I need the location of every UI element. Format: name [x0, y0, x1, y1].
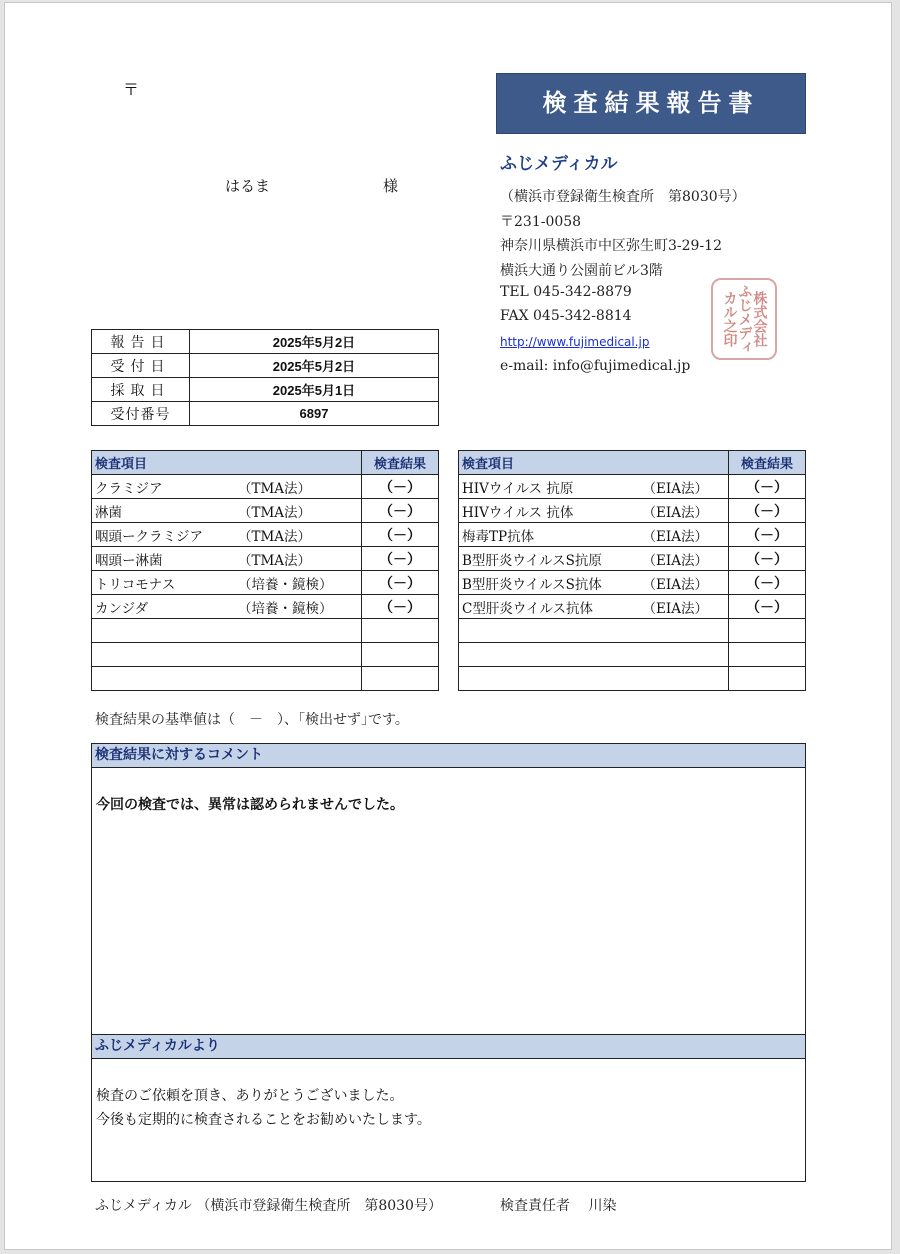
seal-text-line: カル之印: [721, 291, 738, 347]
message-header: ふじメディカルより: [92, 1035, 805, 1059]
test-name: B型肝炎ウイルスS抗体: [459, 571, 640, 595]
receipt-number-label: 受付番号: [92, 402, 190, 426]
result-column-header: 検査結果: [362, 451, 439, 475]
company-address-2: 横浜大通り公園前ビル3階: [500, 263, 663, 279]
test-result: （－）: [362, 595, 439, 619]
receipt-number-value: 6897: [190, 402, 439, 426]
test-method: （EIA法）: [640, 571, 729, 595]
company-url-link[interactable]: http://www.fujimedical.jp: [500, 335, 650, 349]
collection-date-label: 採取日: [92, 378, 190, 402]
test-name: C型肝炎ウイルス抗体: [459, 595, 640, 619]
results-header-row: [459, 451, 806, 475]
comment-header: 検査結果に対するコメント: [92, 744, 805, 768]
test-result: （－）: [362, 571, 439, 595]
test-name: カンジダ: [92, 595, 235, 619]
company-address-1: 神奈川県横浜市中区弥生町3-29-12: [500, 238, 722, 254]
report-date-value: 2025年5月2日: [190, 330, 439, 354]
item-column-header: 検査項目: [459, 451, 729, 475]
seal-text-line: 株式会社: [751, 291, 768, 347]
table-row: [459, 475, 806, 499]
collection-date-row: [92, 378, 439, 402]
table-row: [92, 475, 439, 499]
test-name: HIVウイルス 抗原: [459, 475, 640, 499]
results-table-left: [91, 450, 439, 691]
test-method: （EIA法）: [640, 523, 729, 547]
test-result: （－）: [362, 475, 439, 499]
test-result: （－）: [729, 523, 806, 547]
item-column-header: 検査項目: [92, 451, 362, 475]
table-row: [92, 571, 439, 595]
collection-date-value: 2025年5月1日: [190, 378, 439, 402]
message-body: [92, 1059, 805, 1132]
test-method: （TMA法）: [235, 499, 362, 523]
test-method: （TMA法）: [235, 547, 362, 571]
date-info-table: [91, 329, 439, 426]
empty-row: [92, 619, 439, 643]
report-date-label: 報告日: [92, 330, 190, 354]
empty-row: [92, 643, 439, 667]
recipient-honorific: 様: [383, 177, 399, 195]
test-name: 淋菌: [92, 499, 235, 523]
message-line: 検査のご依頼を頂き、ありがとうございました。: [96, 1088, 404, 1104]
test-method: （EIA法）: [640, 499, 729, 523]
test-name: トリコモナス: [92, 571, 235, 595]
test-result: （－）: [729, 571, 806, 595]
company-email: e-mail: info@fujimedical.jp: [500, 358, 691, 374]
test-result: （－）: [729, 547, 806, 571]
table-row: [459, 547, 806, 571]
report-title: 検査結果報告書: [496, 73, 806, 134]
seal-text-line: ふじメディ: [736, 284, 753, 354]
test-method: （培養・鏡検）: [235, 571, 362, 595]
message-line: 今後も定期的に検査されることをお勧めいたします。: [96, 1112, 431, 1128]
table-row: [459, 523, 806, 547]
test-result: （－）: [362, 547, 439, 571]
received-date-value: 2025年5月2日: [190, 354, 439, 378]
table-row: [459, 499, 806, 523]
reference-note: 検査結果の基準値は（ － ）、｢検出せず｣です。: [95, 712, 409, 728]
recipient-name: はるま: [225, 177, 271, 195]
results-table-right: [458, 450, 806, 691]
footer-responsible: 検査責任者 川染: [500, 1198, 617, 1214]
test-method: （EIA法）: [640, 475, 729, 499]
results-header-row: [92, 451, 439, 475]
table-row: [92, 595, 439, 619]
received-date-row: [92, 354, 439, 378]
footer-company: ふじメディカル （横浜市登録衛生検査所 第8030号）: [95, 1198, 442, 1214]
company-postal: 〒231-0058: [500, 214, 582, 230]
test-method: （培養・鏡検）: [235, 595, 362, 619]
test-result: （－）: [729, 595, 806, 619]
company-name: ふじメディカル: [500, 154, 618, 174]
empty-row: [459, 619, 806, 643]
message-section: [91, 1034, 806, 1182]
test-result: （－）: [362, 499, 439, 523]
company-tel: TEL 045-342-8879: [500, 284, 632, 300]
company-fax: FAX 045-342-8814: [500, 308, 632, 324]
company-seal-stamp: [711, 278, 777, 360]
test-method: （TMA法）: [235, 475, 362, 499]
comment-text: 今回の検査では、異常は認められませんでした。: [96, 797, 404, 813]
receipt-number-row: [92, 402, 439, 426]
table-row: [459, 571, 806, 595]
table-row: [459, 595, 806, 619]
report-date-row: [92, 330, 439, 354]
report-page: [4, 2, 892, 1250]
test-method: （TMA法）: [235, 523, 362, 547]
test-name: HIVウイルス 抗体: [459, 499, 640, 523]
table-row: [92, 523, 439, 547]
test-method: （EIA法）: [640, 547, 729, 571]
received-date-label: 受付日: [92, 354, 190, 378]
company-registration: （横浜市登録衛生検査所 第8030号）: [500, 189, 746, 205]
table-row: [92, 499, 439, 523]
table-row: [92, 547, 439, 571]
test-result: （－）: [729, 499, 806, 523]
empty-row: [459, 643, 806, 667]
empty-row: [459, 667, 806, 691]
test-name: 梅毒TP抗体: [459, 523, 640, 547]
postal-mark: 〒: [123, 80, 140, 99]
test-name: 咽頭ー淋菌: [92, 547, 235, 571]
test-method: （EIA法）: [640, 595, 729, 619]
empty-row: [92, 667, 439, 691]
test-name: クラミジア: [92, 475, 235, 499]
test-result: （－）: [729, 475, 806, 499]
test-name: B型肝炎ウイルスS抗原: [459, 547, 640, 571]
test-name: 咽頭ークラミジア: [92, 523, 235, 547]
test-result: （－）: [362, 523, 439, 547]
comment-section: [91, 743, 806, 1035]
result-column-header: 検査結果: [729, 451, 806, 475]
